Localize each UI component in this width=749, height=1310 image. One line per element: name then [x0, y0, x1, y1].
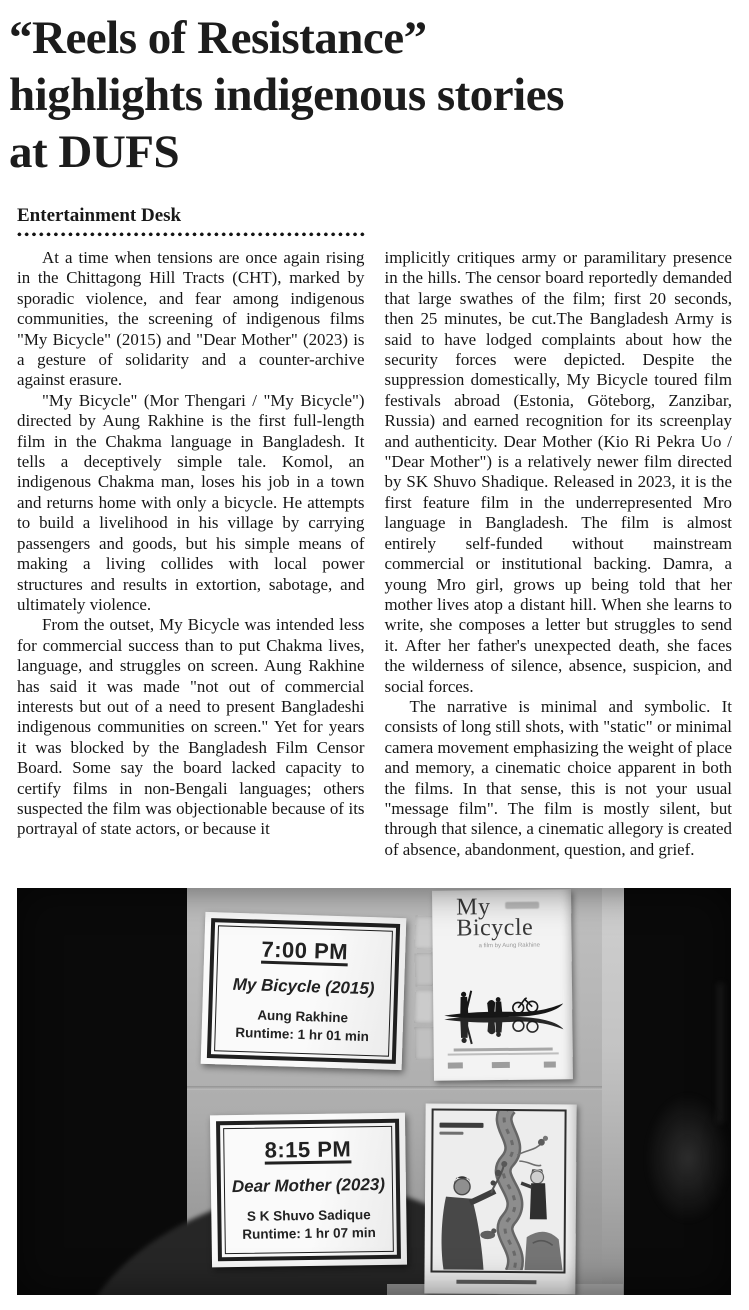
- sign-inner-border: [214, 925, 393, 1056]
- showtime-text: 7:00 PM: [261, 936, 349, 965]
- runtime-text: Runtime: 1 hr 07 min: [242, 1225, 376, 1242]
- byline: [17, 205, 365, 237]
- schedule-sign-my-bicycle: [201, 912, 407, 1070]
- poster-script-text: [505, 902, 539, 909]
- director-text: Aung Rakhine: [257, 1007, 349, 1026]
- poster-title-line2: Bicycle: [456, 914, 534, 942]
- right-column: [385, 248, 733, 888]
- sign-outer-border: [216, 1119, 401, 1262]
- poster-credit: a film by Aung Rakhine: [478, 942, 540, 950]
- runtime-text: Runtime: 1 hr 01 min: [235, 1024, 370, 1045]
- dotted-rule: [17, 232, 365, 237]
- poster-caption-line: [454, 1047, 553, 1051]
- director-text: S K Shuvo Sadique: [246, 1207, 371, 1224]
- dear-mother-poster: [424, 1103, 576, 1294]
- article-body: [0, 248, 749, 888]
- tree-illustration: [433, 1111, 564, 1271]
- showtime-text: 8:15 PM: [264, 1136, 352, 1163]
- article-headline: “Reels of Resistance” highlights indigenous stories at DUFS: [9, 12, 564, 178]
- background-streak: [717, 983, 724, 1123]
- poster-bottom-credit: [456, 1280, 536, 1285]
- fabric-fold: [187, 1086, 623, 1090]
- film-title-text: My Bicycle (2015): [232, 974, 375, 999]
- my-bicycle-poster: [432, 889, 573, 1080]
- sign-inner-border: [223, 1126, 394, 1254]
- film-title-text: Dear Mother (2023): [231, 1174, 386, 1197]
- curtain-fold-band: [602, 888, 624, 1295]
- boat-illustration: [440, 985, 567, 1046]
- poster-title-line1: My: [456, 894, 491, 921]
- paragraph: From the outset, My Bicycle was intended less for commercial success than to put Chakma lives, language, and struggles on screen. Aung Rakhine has said it was made "not out of commercial interests but out of a need to present Bangladeshi indigenous communities on screen." Yet for years it was blocked by the Bangladesh Film Censor Board. Some say the board lacked capacity to certify films in non-Bengali languages; others suspected the film was objectionable because of its portrayal of state actors, or because it: [17, 615, 365, 839]
- poster-bottom-credits: [448, 1061, 559, 1069]
- paragraph: implicitly critiques army or paramilitary presence in the hills. The censor board reportedly demanded that large swathes of the film; first 20 seconds, then 25 minutes, be cut.The Bangladesh Army is said to have lodged complaints about how the security forces were depicted. Despite the suppression domestically, My Bicycle toured film festivals abroad (Estonia, Göteborg, Zanzibar, Russia) and earned recognition for its screenplay and authenticity. Dear Mother (Kio Ri Pekra Uo / "Dear Mother") is a relatively newer film directed by SK Shuvo Shadique. Released in 2023, it is the first feature film in the underrepresented Mro language in Bangladesh. The film is almost entirely self-funded without mainstream commercial or institutional backing. Damra, a young Mro girl, grows up being told that her mother lives atop a distant hill. When she learns to write, she composes a letter but struggles to send it. After her father's unexpected death, she faces the wilderness of silence, absence, suspicion, and social forces.: [384, 248, 732, 696]
- event-photo: [17, 888, 731, 1295]
- paragraph: "My Bicycle" (Mor Thengari / "My Bicycle") directed by Aung Rakhine is the first full-length film in the Chakma language in Bangladesh. It tells a deceptively simple tale. Komol, an indigenous Chakma man, loses his job in a town and returns home with only a bicycle. He attempts to build a livelihood in his village by carrying passengers and goods, but his simple means of making a living collides with local power structures and results in extortion, sabotage, and ultimately violence.: [17, 390, 365, 614]
- poster-frame: [430, 1109, 566, 1274]
- schedule-sign-dear-mother: [210, 1113, 407, 1268]
- paragraph: The narrative is minimal and symbolic. It consists of long still shots, with "static" or minimal camera movement emphasizing the weight of place and memory, a cinematic choice apparent in both the films. In that sense, this is not your usual "message film". The film is mostly silent, but through that silence, a cinematic allegory is created of absence, abandonment, question, and grief.: [384, 696, 732, 859]
- left-column: [17, 248, 365, 888]
- byline-text: Entertainment Desk: [17, 205, 182, 226]
- poster-caption-line2: [448, 1052, 559, 1055]
- sign-outer-border: [207, 918, 400, 1064]
- paragraph: At a time when tensions are once again rising in the Chittagong Hill Tracts (CHT), marked by sporadic violence, and fear among indigenous communities, the screening of indigenous films "My Bicycle" (2015) and "Dear Mother" (2023) is a gesture of solidarity and a counter-archive against erasure.: [17, 248, 365, 390]
